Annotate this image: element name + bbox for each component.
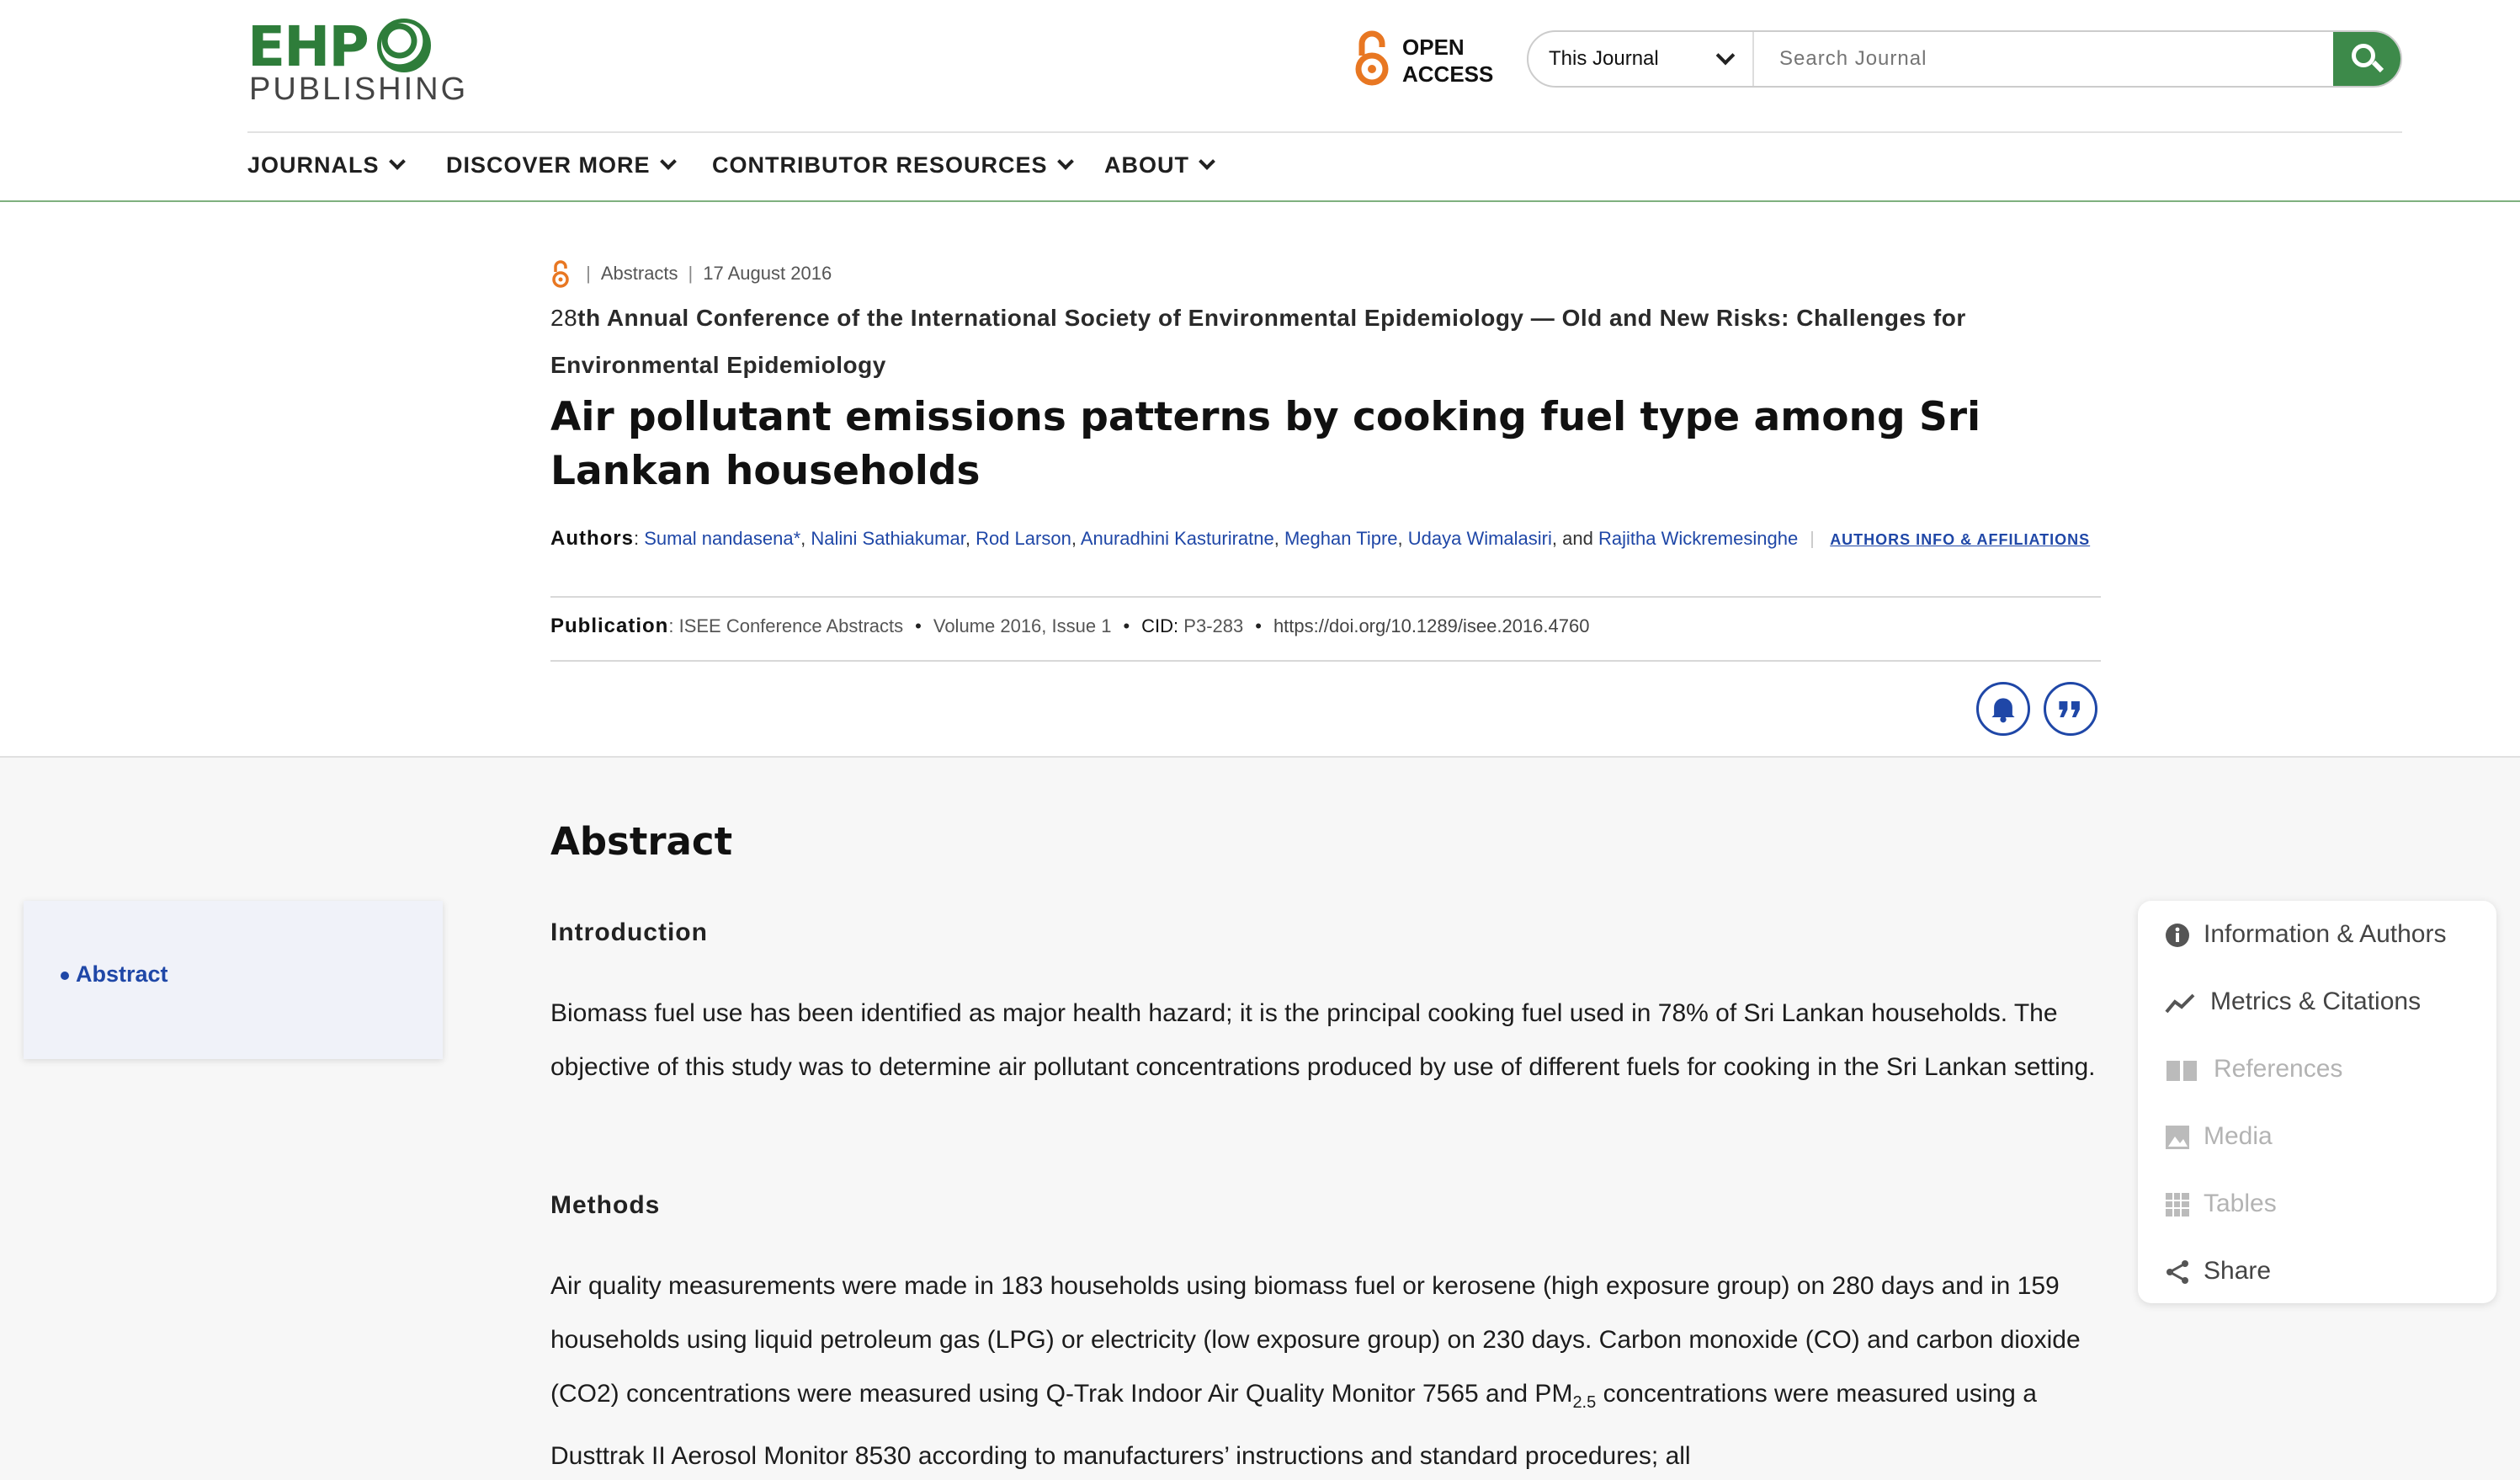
search-input[interactable]: [1754, 32, 2335, 86]
trend-icon: [2165, 990, 2195, 1015]
side-item-label: References: [2214, 1055, 2343, 1083]
header-divider: [247, 131, 2402, 133]
divider: [550, 596, 2101, 598]
cid-value: P3-283: [1183, 615, 1244, 636]
open-access-line1: OPEN: [1402, 35, 1465, 60]
author-link[interactable]: Sumal nandasena*: [644, 528, 801, 549]
methods-text-part2: concentrations were measured using a Dusttrak II Aerosol Monitor 8530 according to manufacturers’ instructions and standard procedures; all: [550, 1380, 2037, 1470]
article-tools-panel: [2138, 901, 2496, 1303]
chevron-down-icon: [1057, 153, 1074, 170]
side-item-label: Share: [2204, 1257, 2272, 1285]
nav-discover-more[interactable]: [446, 148, 674, 182]
chevron-down-icon: [389, 153, 406, 170]
table-icon: [2165, 1192, 2190, 1217]
authors-and: and: [1562, 528, 1593, 549]
nav-contributor-resources-label: CONTRIBUTOR RESOURCES: [712, 152, 1048, 178]
image-icon: [2165, 1125, 2190, 1150]
journal-search: [1527, 30, 2402, 88]
conference-name: th Annual Conference of the International Society of Environmental Epidemiology — Old and New Risks: Challenges for Environmental Epidemiology: [550, 305, 1966, 378]
open-access-icon: [550, 259, 571, 288]
search-button[interactable]: [2333, 32, 2402, 86]
ehp-publishing-logo[interactable]: [247, 14, 469, 107]
publication-volume[interactable]: Volume 2016, Issue 1: [933, 615, 1112, 636]
open-access-icon: [1353, 30, 1390, 88]
alert-button[interactable]: [1976, 682, 2030, 736]
logo-ehp-text: EHP: [247, 14, 368, 79]
article-body: [0, 756, 2520, 1480]
side-item-label: Metrics & Citations: [2210, 988, 2422, 1015]
divider: [550, 660, 2101, 662]
publication-line: Publication: ISEE Conference Abstracts • Volume 2016, Issue 1 • CID: P3-283 • https://doi.org/10.1289/isee.2016.4760: [550, 615, 1590, 637]
authors-info-link[interactable]: AUTHORS INFO & AFFILIATIONS: [1811, 531, 2090, 548]
search-scope-value: This Journal: [1549, 47, 1659, 70]
conference-number: 28: [550, 305, 578, 331]
author-link[interactable]: Rod Larson: [976, 528, 1071, 549]
author-link[interactable]: Meghan Tipre: [1284, 528, 1398, 549]
methods-text: [550, 1259, 2101, 1480]
toc-item-abstract[interactable]: Abstract: [61, 961, 168, 988]
meta-separator: |: [586, 263, 591, 284]
nav-contributor-resources[interactable]: [712, 148, 1071, 182]
globe-icon: [377, 19, 431, 72]
side-item-label: Media: [2204, 1122, 2273, 1150]
search-scope-select[interactable]: [1528, 32, 1754, 86]
book-icon: [2165, 1057, 2198, 1083]
chevron-down-icon: [1199, 153, 1215, 170]
quote-icon: [2046, 684, 2095, 733]
bullet-separator: •: [1123, 615, 1130, 636]
introduction-text: Biomass fuel use has been identified as major health hazard; it is the principal cooking fuel used in 78% of Sri Lankan households. The objective of this study was to determine air pollutant concentrations produced by use of different fuels for cooking in the Sri Lankan setting.: [550, 999, 2096, 1081]
nav-discover-more-label: DISCOVER MORE: [446, 152, 651, 178]
open-access-label: [1402, 34, 1493, 88]
doi-link[interactable]: https://doi.org/10.1289/isee.2016.4760: [1273, 615, 1590, 636]
logo-publishing-text: PUBLISHING: [249, 72, 469, 107]
site-header: [0, 0, 2520, 202]
open-access-badge: [1353, 30, 1494, 89]
nav-about-label: ABOUT: [1104, 152, 1189, 178]
bell-icon: [1979, 684, 2028, 733]
authors-label: Authors: [550, 527, 634, 550]
author-link[interactable]: Anuradhini Kasturiratne: [1080, 528, 1274, 549]
introduction-heading: Introduction: [550, 918, 708, 946]
article-meta: [550, 259, 832, 288]
bullet-separator: •: [915, 615, 922, 636]
chevron-down-icon: [1716, 46, 1736, 66]
search-icon-handle: [2372, 61, 2384, 72]
nav-journals[interactable]: [247, 148, 403, 182]
abstract-heading: Abstract: [550, 819, 733, 864]
conference-title[interactable]: [550, 295, 2101, 389]
cid-label: CID:: [1141, 615, 1179, 636]
side-item-label: Information & Authors: [2204, 920, 2447, 948]
publication-name[interactable]: ISEE Conference Abstracts: [678, 615, 904, 636]
article-type: Abstracts: [600, 263, 678, 284]
bullet-separator: •: [1255, 615, 1262, 636]
chevron-down-icon: [660, 153, 677, 170]
nav-journals-label: JOURNALS: [247, 152, 380, 178]
meta-separator: |: [688, 263, 694, 284]
article-title: Air pollutant emissions patterns by cooking fuel type among Sri Lankan households: [550, 394, 1981, 494]
open-access-line2: ACCESS: [1402, 61, 1494, 87]
author-link[interactable]: Nalini Sathiakumar: [811, 528, 965, 549]
article-date: 17 August 2016: [703, 263, 832, 284]
table-of-contents: [24, 901, 443, 1059]
cite-button[interactable]: [2044, 682, 2097, 736]
methods-text-part1: Air quality measurements were made in 183 households using biomass fuel or kerosene (high exposure group) on 280 days and in 159 households using liquid petroleum gas (LPG) or electricity (low exposure group) on 230 days. Carbon monoxide (CO) and carbon dioxide (CO2) concentrations were measured using Q-Trak Indoor Air Quality Monitor 7565 and PM: [550, 1272, 2081, 1408]
nav-about[interactable]: [1104, 148, 1213, 182]
authors-line: Authors: Sumal nandasena*, Nalini Sathiakumar, Rod Larson, Anuradhini Kasturiratne, Meghan Tipre, Udaya Wimalasiri, and Rajitha Wickremesinghe AUTHORS INFO & AFFILIATIONS: [550, 527, 2091, 550]
info-icon: [2165, 923, 2190, 948]
methods-heading: Methods: [550, 1191, 661, 1219]
side-item-label: Tables: [2204, 1190, 2277, 1217]
author-link[interactable]: Udaya Wimalasiri: [1407, 528, 1552, 549]
author-link[interactable]: Rajitha Wickremesinghe: [1598, 528, 1799, 549]
publication-label: Publication: [550, 615, 669, 637]
pm-subscript: 2.5: [1572, 1393, 1597, 1412]
share-icon: [2165, 1259, 2190, 1285]
